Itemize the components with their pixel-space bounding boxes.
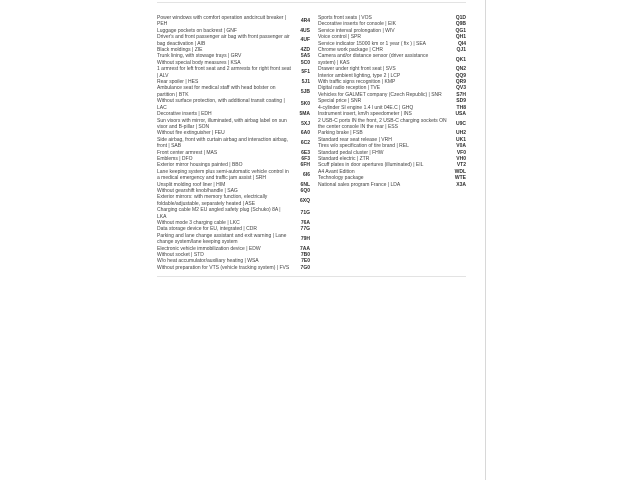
equipment-label: Electronic vehicle immobilization device | EDW xyxy=(157,245,261,252)
equipment-code: QN2 xyxy=(455,66,466,73)
document-page xyxy=(157,2,466,277)
equipment-code: QK1 xyxy=(455,56,466,63)
equipment-code: 6A0 xyxy=(300,130,310,137)
equipment-label: National sales program France | LDA xyxy=(318,181,401,188)
equipment-code: 6NL xyxy=(300,181,310,188)
equipment-label: Sports front seats | VOS xyxy=(318,15,372,21)
equipment-label: Camera and/or distance sensor (driver assistance system) | KAS xyxy=(318,53,429,66)
equipment-row xyxy=(157,118,310,131)
equipment-row xyxy=(318,53,466,66)
equipment-label: Without preparation for VTS (vehicle tracking system) | FVS xyxy=(157,264,290,271)
equipment-code: QG1 xyxy=(455,27,466,34)
equipment-code: 7B0 xyxy=(300,252,310,259)
equipment-code: 5F1 xyxy=(301,69,310,76)
equipment-code: 4US xyxy=(300,27,310,34)
equipment-row xyxy=(157,15,310,28)
equipment-code: X3A xyxy=(456,181,466,188)
equipment-code: 7E0 xyxy=(301,258,310,265)
equipment-code: 71G xyxy=(300,210,310,217)
equipment-code: 5XJ xyxy=(301,120,310,127)
equipment-label: Chrome work package | CHR xyxy=(318,47,383,54)
equipment-label: Lane keeping system plus semi-automatic vehicle control in a medical emergency and traffic jam assist | SRH xyxy=(157,168,289,182)
equipment-code: 6C2 xyxy=(300,139,310,146)
equipment-label: With traffic signs recognition | KMP xyxy=(318,79,396,86)
equipment-label: 4-cylinder SI engine 1.4 l unit 04E.C | GHQ xyxy=(318,104,414,111)
bottom-divider xyxy=(157,276,466,277)
equipment-label: Charging cable M2 EU angled safety plug (Schuko) 8A | LKA xyxy=(157,207,281,220)
equipment-code: 5K0 xyxy=(300,101,310,108)
equipment-code: 4R4 xyxy=(300,18,310,25)
equipment-label: Standard rear seat release | VRH xyxy=(318,136,392,143)
equipment-code: QV3 xyxy=(455,85,466,92)
equipment-label: Side airbag, front with curtain airbag and interaction airbag, front | SAB xyxy=(157,136,288,150)
equipment-label: Front center armrest | MAS xyxy=(157,149,218,156)
equipment-code: WTE xyxy=(454,175,466,182)
equipment-label: Without gearshift knob/handle | SAG xyxy=(157,187,238,194)
equipment-label: Trunk lining, with stowage trays | GRV xyxy=(157,53,242,60)
equipment-label: Scuff plates in door apertures (illuminated) | EIL xyxy=(318,162,424,169)
equipment-label: Luggage pockets on backrest | GNF xyxy=(157,27,237,34)
equipment-code: 6E3 xyxy=(301,149,310,156)
equipment-code: WDL xyxy=(454,168,466,175)
equipment-label: Emblems | DFO xyxy=(157,155,193,162)
equipment-label: Standard electric | ZTR xyxy=(318,155,370,162)
equipment-row xyxy=(157,265,310,271)
equipment-label: Exterior mirror housings painted | BBO xyxy=(157,162,243,169)
equipment-label: Ambulance seat for medical staff with head bolster on partition | BTK xyxy=(157,85,276,98)
page-edge-divider xyxy=(485,0,486,480)
equipment-label: Service interval prolongation | WIV xyxy=(318,27,395,34)
equipment-code: VF0 xyxy=(456,149,466,156)
equipment-label: Without special body measures | KSA xyxy=(157,59,241,66)
equipment-code: 7G0 xyxy=(300,264,310,271)
equipment-code: 6XQ xyxy=(299,197,310,204)
equipment-code: UH2 xyxy=(455,130,466,137)
equipment-label: Tires w/o specification of tire brand | REL xyxy=(318,143,409,150)
equipment-label: 1 armrest for left front seat and 2 armrests for right front seat | ALV xyxy=(157,66,291,79)
equipment-code: TH8 xyxy=(456,104,466,111)
equipment-code: VH0 xyxy=(456,155,466,162)
equipment-label: Power windows with comfort operation andcircuit breaker | PEH xyxy=(157,15,287,28)
equipment-row xyxy=(318,182,466,188)
equipment-code: QQ9 xyxy=(455,72,466,79)
equipment-label: Without fire extinguisher | FEU xyxy=(157,130,225,137)
equipment-code: U9C xyxy=(455,120,466,127)
equipment-label: Decorative inserts for console | EIK xyxy=(318,21,396,28)
equipment-label: Without mode 3 charging cable | LKC xyxy=(157,220,240,226)
equipment-row xyxy=(157,98,310,111)
equipment-label: Parking and lane change assistant and exit warning | Lane change system/lane keeping system xyxy=(157,232,287,246)
equipment-code: 6F3 xyxy=(301,155,310,162)
equipment-label: Decorative inserts | EDH xyxy=(157,111,212,118)
equipment-label: A4 Avant Edition xyxy=(318,168,355,175)
top-divider xyxy=(157,2,466,3)
equipment-code: 76A xyxy=(300,220,310,226)
equipment-code: 5J1 xyxy=(301,79,310,86)
equipment-row xyxy=(157,85,310,98)
equipment-code: 5C0 xyxy=(300,59,310,66)
equipment-code: 5MA xyxy=(299,111,310,118)
equipment-label: Data storage device for EU, integrated | CDR xyxy=(157,226,257,233)
equipment-code: QI4 xyxy=(457,40,466,47)
equipment-code: 6Q0 xyxy=(300,187,310,194)
equipment-row xyxy=(157,34,310,47)
equipment-label: Rear spoiler | HES xyxy=(157,79,199,86)
equipment-code: QH1 xyxy=(455,34,466,41)
equipment-label: Standard pedal cluster | FHW xyxy=(318,149,384,156)
equipment-row xyxy=(318,118,466,131)
equipment-row xyxy=(157,66,310,79)
equipment-code: 6I6 xyxy=(303,171,310,178)
equipment-code: S7H xyxy=(456,91,466,98)
equipment-code: 79H xyxy=(300,236,310,243)
equipment-list-left xyxy=(157,15,310,271)
equipment-label: Parking brake | FSB xyxy=(318,130,363,137)
equipment-code: USA xyxy=(455,111,466,118)
equipment-code: 6FH xyxy=(300,162,310,169)
equipment-label: Black moldings | ZIE xyxy=(157,47,203,54)
equipment-row xyxy=(157,137,310,150)
equipment-label: Digital radio reception | TVE xyxy=(318,85,381,92)
equipment-label: Vehicles for GALMET company (Czech Republic) | SNR xyxy=(318,91,442,98)
equipment-code: UK1 xyxy=(455,136,466,143)
equipment-label: Drawer under right front seat | SVS xyxy=(318,66,396,73)
equipment-code: QJ1 xyxy=(456,47,466,54)
equipment-code: V0A xyxy=(456,143,466,150)
equipment-code: 77G xyxy=(300,226,310,233)
equipment-row xyxy=(157,207,310,220)
equipment-label: Exterior mirrors: with memory function, electrically foldable/adjustable, separately heated | ASE xyxy=(157,194,268,207)
equipment-code: VT2 xyxy=(456,162,466,169)
equipment-code: 5A5 xyxy=(300,53,310,60)
equipment-code: Q9B xyxy=(455,21,466,28)
equipment-label: Service indicator 15000 km or 1 year ( fix ) | SEA xyxy=(318,40,427,47)
equipment-label: W/o heat accumulator/auxiliary heating | WSA xyxy=(157,258,259,265)
equipment-label: Without surface protection, with additional transit coating | LAC xyxy=(157,98,285,111)
equipment-label: Sun visors with mirror, illuminated, with airbag label on sun visor and B-pillar | SON xyxy=(157,117,287,130)
equipment-code: Q1D xyxy=(455,15,466,21)
equipment-code: QR9 xyxy=(455,79,466,86)
equipment-label: Driver's and front passenger air bag with front passenger air bag deactivation | AIB xyxy=(157,34,290,47)
equipment-code: 4ZD xyxy=(300,47,310,54)
equipment-label: Instrument insert, km/h speedometer | INS xyxy=(318,111,412,118)
equipment-code: 5JB xyxy=(300,88,310,95)
equipment-columns xyxy=(157,15,466,271)
equipment-label: Interior ambient lighting, type 2 | LCP xyxy=(318,72,401,79)
equipment-label: 2 USB-C ports IN the front, 2 USB-C charging sockets ON the center console IN the rear | ESS xyxy=(318,117,447,130)
equipment-label: Unsplit molding roof liner | HIM xyxy=(157,181,226,188)
equipment-list-right xyxy=(318,15,466,271)
equipment-label: Voice control | SPR xyxy=(318,34,361,41)
equipment-row xyxy=(157,169,310,182)
equipment-label: Special price | SNR xyxy=(318,98,362,105)
equipment-label: Technology package xyxy=(318,175,364,182)
equipment-row xyxy=(157,194,310,207)
equipment-code: 7AA xyxy=(299,245,310,252)
equipment-code: 4UF xyxy=(300,37,310,44)
equipment-row xyxy=(157,233,310,246)
equipment-label: Without socket | STD xyxy=(157,252,204,259)
equipment-code: SD9 xyxy=(456,98,466,105)
